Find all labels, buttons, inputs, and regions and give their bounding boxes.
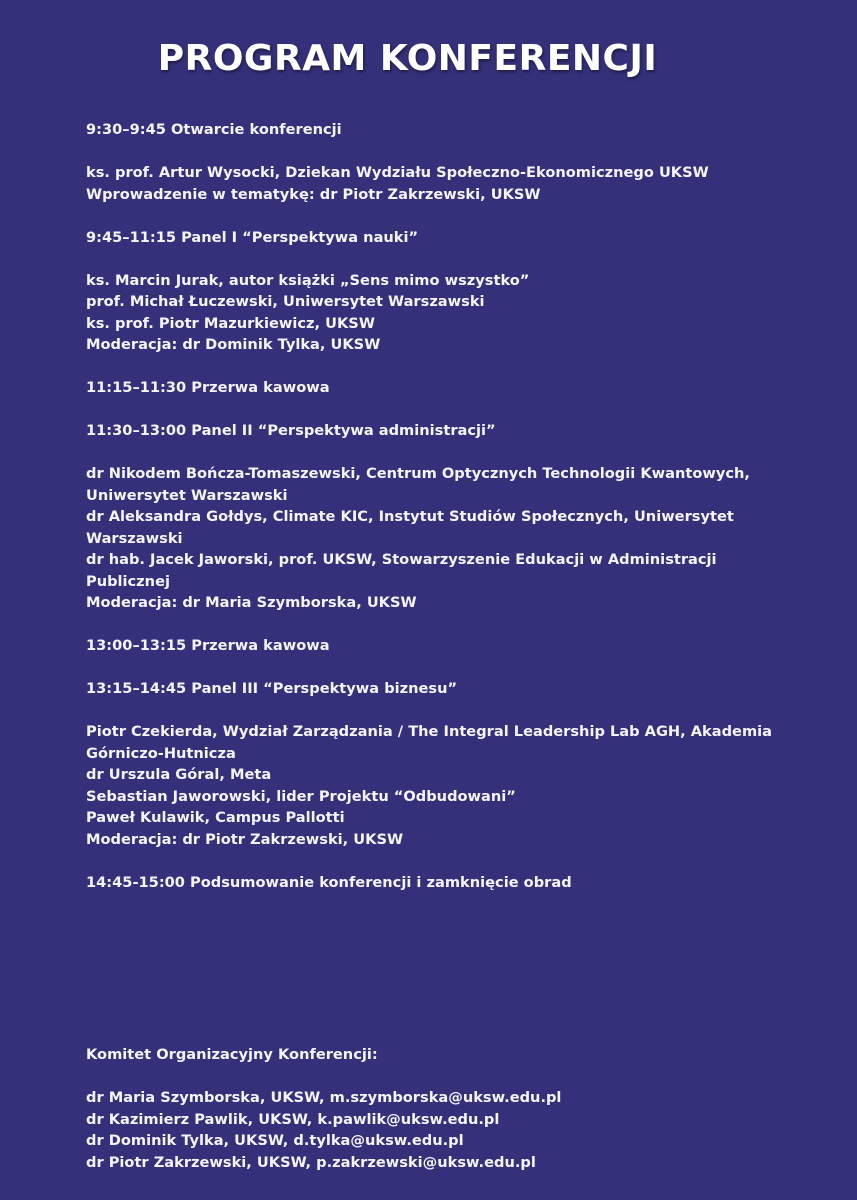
organizing-committee xyxy=(86,1044,806,1195)
agenda-line: 13:00–13:15 Przerwa kawowa xyxy=(86,637,330,654)
agenda-line: 11:30–13:00 Panel II “Perspektywa administracji” xyxy=(86,422,496,439)
page-title: PROGRAM KONFERENCJI xyxy=(157,38,658,79)
agenda-block-panel-1 xyxy=(86,227,806,249)
agenda-line: prof. Michał Łuczewski, Uniwersytet Warszawski xyxy=(86,293,485,310)
agenda-line: 11:15–11:30 Przerwa kawowa xyxy=(86,379,330,396)
agenda-line: ks. prof. Artur Wysocki, Dziekan Wydziału Społeczno-Ekonomicznego UKSW xyxy=(86,164,709,181)
agenda-block-break-1 xyxy=(86,377,806,399)
agenda-block-closing xyxy=(86,872,806,894)
agenda-line: 13:15–14:45 Panel III “Perspektywa biznesu” xyxy=(86,680,458,697)
agenda-block-opening-speakers xyxy=(86,162,806,205)
agenda-line: Moderacja: dr Dominik Tylka, UKSW xyxy=(86,336,381,353)
agenda-line: Uniwersytet Warszawski xyxy=(86,486,288,504)
agenda-block-panel-1-speakers xyxy=(86,270,806,356)
agenda-line: ks. Marcin Jurak, autor książki „Sens mimo wszystko” xyxy=(86,271,530,289)
agenda-line: 14:45-15:00 Podsumowanie konferencji i zamknięcie obrad xyxy=(86,873,572,891)
agenda-line: Publicznej xyxy=(86,572,170,590)
committee-heading-block xyxy=(86,1044,806,1066)
agenda-block-opening xyxy=(86,119,806,141)
agenda-line: dr Urszula Góral, Meta xyxy=(86,766,272,783)
committee-member: dr Kazimierz Pawlik, UKSW, k.pawlik@uksw.edu.pl xyxy=(86,1110,500,1128)
agenda-line: Warszawski xyxy=(86,529,183,547)
agenda-line: Moderacja: dr Piotr Zakrzewski, UKSW xyxy=(86,830,404,848)
committee-members xyxy=(86,1087,806,1173)
committee-heading: Komitet Organizacyjny Konferencji: xyxy=(86,1046,378,1063)
agenda-line: Sebastian Jaworowski, lider Projektu “Odbudowani” xyxy=(86,787,516,805)
agenda-block-panel-2-speakers xyxy=(86,463,806,614)
agenda-line: dr Nikodem Bończa-Tomaszewski, Centrum Optycznych Technologii Kwantowych, xyxy=(86,465,750,482)
agenda-line: Piotr Czekierda, Wydział Zarządzania / The Integral Leadership Lab AGH, Akademia xyxy=(86,723,773,740)
agenda-line: Moderacja: dr Maria Szymborska, UKSW xyxy=(86,594,417,611)
agenda-line: 9:30–9:45 Otwarcie konferencji xyxy=(86,121,342,138)
committee-member: dr Dominik Tylka, UKSW, d.tylka@uksw.edu.pl xyxy=(86,1132,464,1149)
agenda-line: 9:45–11:15 Panel I “Perspektywa nauki” xyxy=(86,228,419,246)
agenda-line: dr hab. Jacek Jaworski, prof. UKSW, Stowarzyszenie Edukacji w Administracji xyxy=(86,551,717,568)
agenda-block-panel-2 xyxy=(86,420,806,442)
agenda-line: Wprowadzenie w tematykę: dr Piotr Zakrzewski, UKSW xyxy=(86,185,541,203)
agenda-line: dr Aleksandra Gołdys, Climate KIC, Instytut Studiów Społecznych, Uniwersytet xyxy=(86,508,734,525)
committee-member: dr Piotr Zakrzewski, UKSW, p.zakrzewski@uksw.edu.pl xyxy=(86,1153,536,1171)
agenda xyxy=(86,119,806,915)
agenda-block-panel-3 xyxy=(86,678,806,700)
agenda-block-panel-3-speakers xyxy=(86,721,806,850)
agenda-block-break-2 xyxy=(86,635,806,657)
agenda-line: ks. prof. Piotr Mazurkiewicz, UKSW xyxy=(86,314,375,332)
committee-member: dr Maria Szymborska, UKSW, m.szymborska@uksw.edu.pl xyxy=(86,1089,562,1106)
agenda-line: Górniczo-Hutnicza xyxy=(86,744,236,762)
agenda-line: Paweł Kulawik, Campus Pallotti xyxy=(86,809,345,826)
